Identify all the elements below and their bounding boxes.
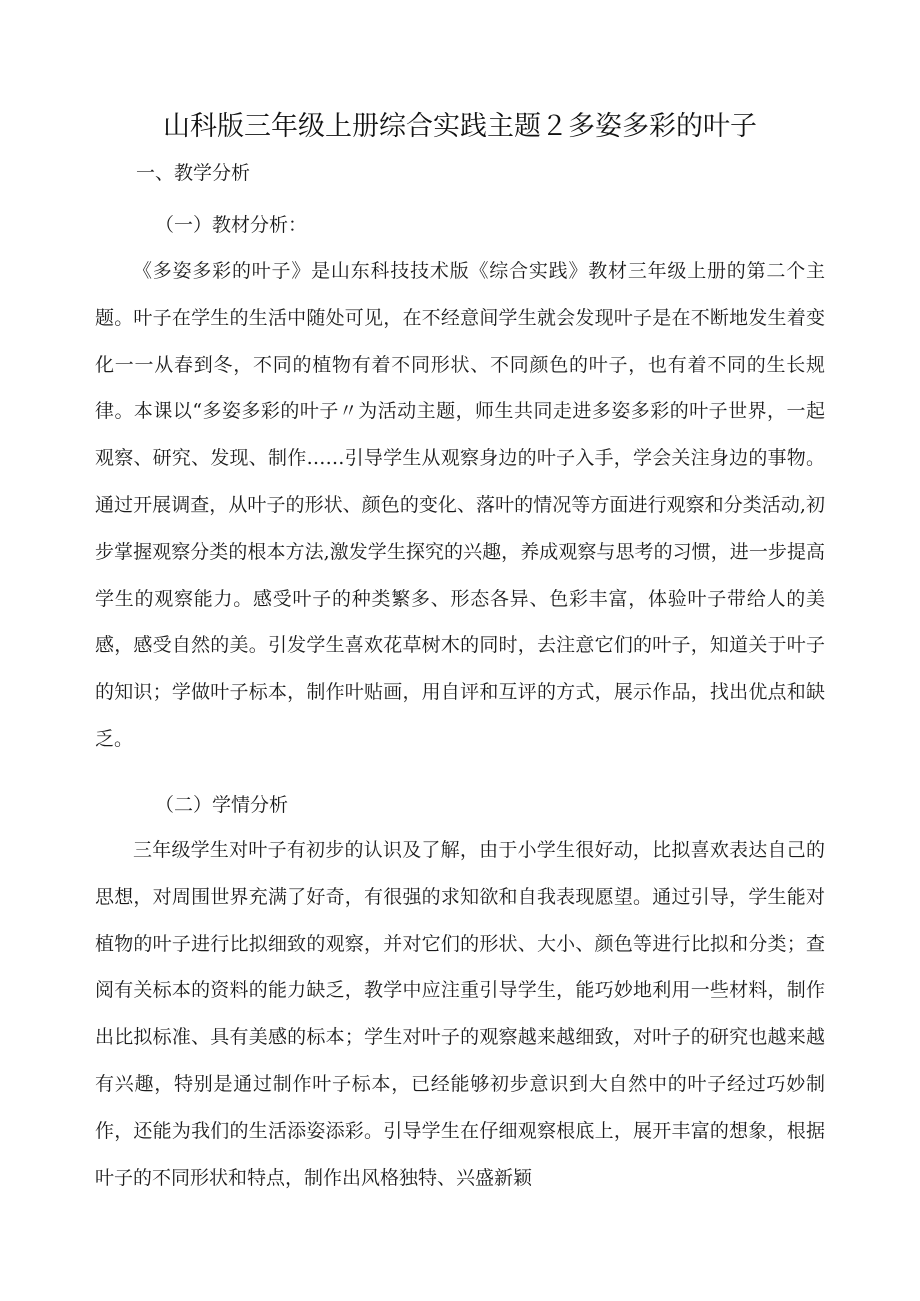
document-title: 山科版三年级上册综合实践主题２多姿多彩的叶子 (163, 111, 757, 142)
paragraph-student-analysis: 三年级学生对叶子有初步的认识及了解，由于小学生很好动，比拟喜欢表达自己的思想，对周围世界充满了好奇，有很强的求知欲和自我表现愿望。通过引导，学生能对植物的叶子进行比拟细致的观察，并对它们的形状、大小、颜色等进行比拟和分类；查阅有关标本的资料的能力缺乏，教学中应注重引导学生，能巧妙地利用一些材料，制作出比拟标准、具有美感的标本；学生对叶子的观察越来越细致，对叶子的研究也越来越有兴趣，特别是通过制作叶子标本，已经能够初步意识到大自然中的叶子经过巧妙制作，还能为我们的生活添姿添彩。引导学生在仔细观察根底上，展开丰富的想象，根据叶子的不同形状和特点，制作出风格独特、兴盛新颖 (95, 839, 825, 1189)
subheading-textbook-analysis: （一）教材分析： (155, 214, 308, 236)
section-heading-teaching-analysis: 一、教学分析 (136, 162, 251, 184)
paragraph-textbook-analysis: 《多姿多彩的叶子》是山东科技技术版《综合实践》教材三年级上册的第二个主题。叶子在学生的生活中随处可见，在不经意间学生就会发现叶子是在不断地发生着变化一一从春到冬，不同的植物有着不同形状、不同颜色的叶子，也有着不同的生长规律。本课以“多姿多彩的叶子〃为活动主题，师生共同走进多姿多彩的叶子世界，一起观察、研究、发现、制作……引导学生从观察身边的叶子入手，学会关注身边的事物。通过开展调查，从叶子的形状、颜色的变化、落叶的情况等方面进行观察和分类活动,初步掌握观察分类的根本方法,激发学生探究的兴趣，养成观察与思考的习惯，进一步提高学生的观察能力。感受叶子的种类繁多、形态各异、色彩丰富，体验叶子带给人的美感，感受自然的美。引发学生喜欢花草树木的同时，去注意它们的叶子，知道关于叶子的知识；学做叶子标本，制作叶贴画，用自评和互评的方式，展示作品，找出优点和缺乏。 (95, 260, 825, 750)
subheading-student-analysis: （二）学情分析 (155, 794, 289, 816)
